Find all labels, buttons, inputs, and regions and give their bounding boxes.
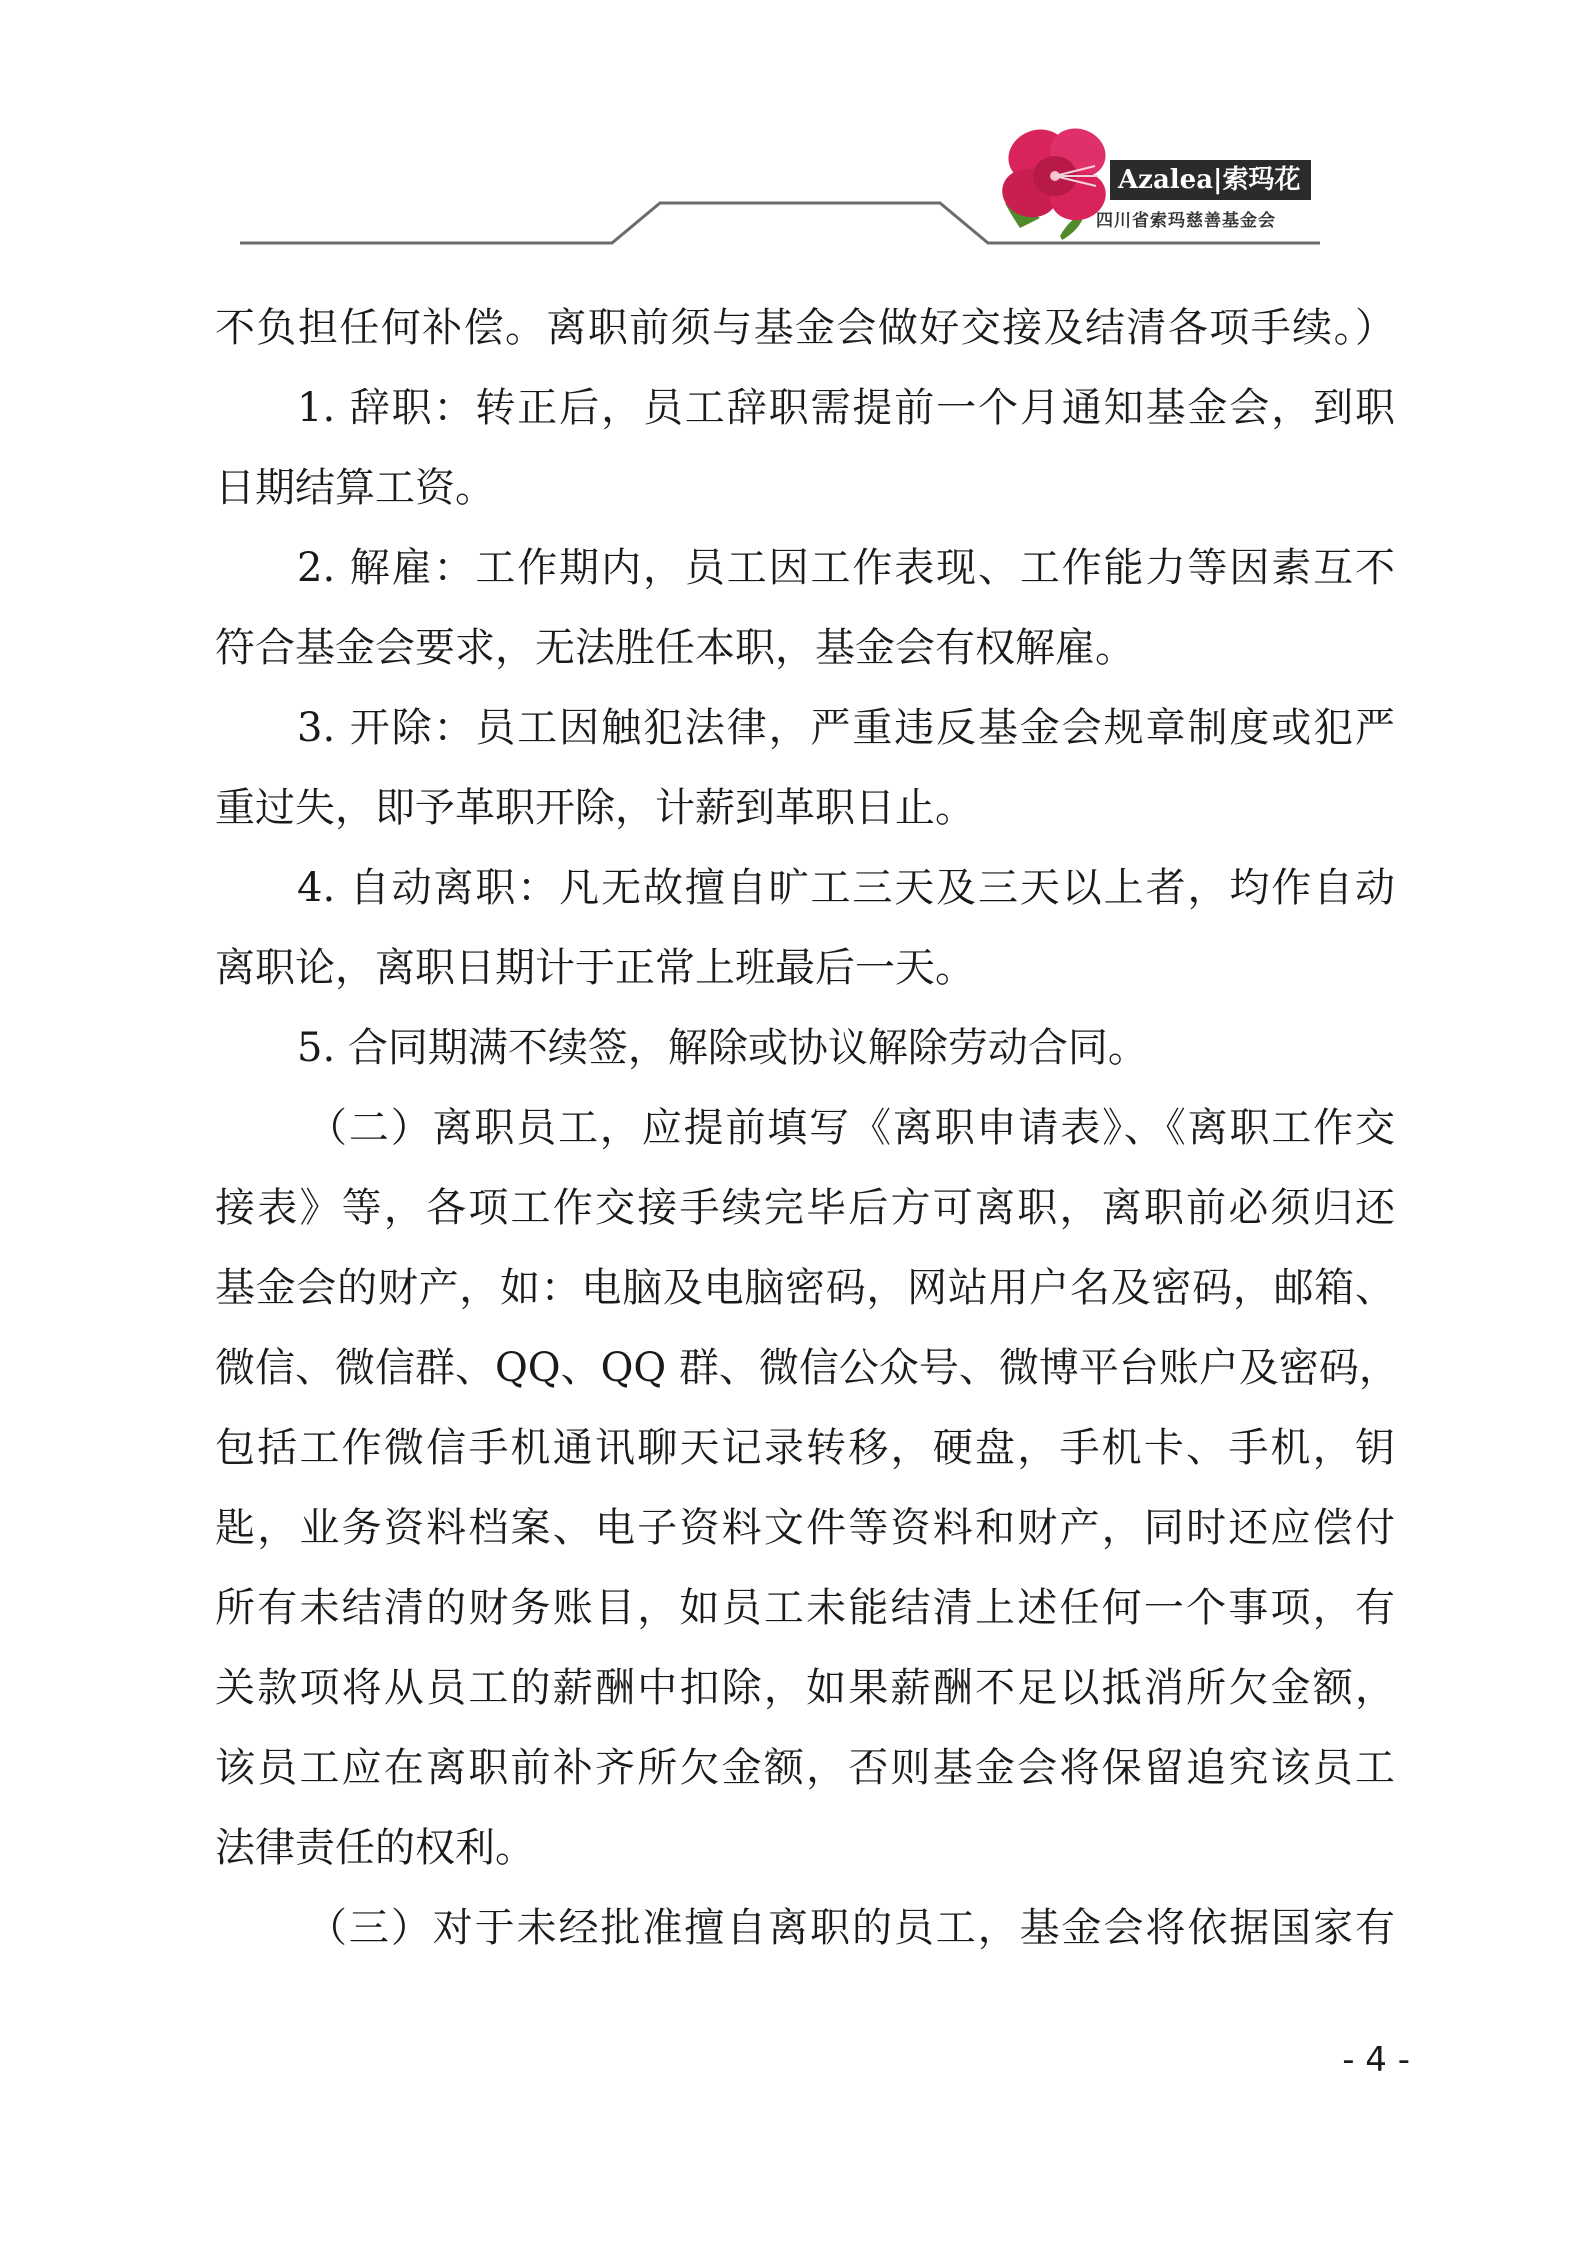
header-rule <box>0 0 1587 260</box>
text-line-19: 该员工应在离职前补齐所欠金额，否则基金会将保留追究该员工 <box>215 1745 1395 1791</box>
text-line-7: 重过失，即予革职开除，计薪到革职日止。 <box>215 785 975 831</box>
text-line-12: 接表》等，各项工作交接手续完毕后方可离职，离职前必须归还 <box>215 1185 1395 1231</box>
page-number: - 4 - <box>1342 2040 1410 2080</box>
text-line-5: 符合基金会要求，无法胜任本职，基金会有权解雇。 <box>215 625 1135 671</box>
text-line-18: 关款项将从员工的薪酬中扣除，如果薪酬不足以抵消所欠金额， <box>215 1665 1395 1711</box>
text-line-21: （三）对于未经批准擅自离职的员工，基金会将依据国家有 <box>307 1905 1395 1951</box>
text-line-11: （二）离职员工，应提前填写《离职申请表》、《离职工作交 <box>307 1105 1395 1151</box>
foundation-logo <box>1000 118 1330 243</box>
document-body <box>215 288 1399 1968</box>
text-line-13: 基金会的财产，如：电脑及电脑密码，网站用户名及密码，邮箱、 <box>215 1265 1395 1311</box>
text-line-10: 5. 合同期满不续签，解除或协议解除劳动合同。 <box>297 1025 1148 1071</box>
logo-brand-text: Azalea|索玛花 <box>1110 160 1311 200</box>
text-line-2: 1. 辞职：转正后，员工辞职需提前一个月通知基金会，到职 <box>297 385 1395 431</box>
text-line-8: 4. 自动离职：凡无故擅自旷工三天及三天以上者，均作自动 <box>297 865 1395 911</box>
text-line-4: 2. 解雇：工作期内，员工因工作表现、工作能力等因素互不 <box>297 545 1395 591</box>
text-line-20: 法律责任的权利。 <box>215 1825 535 1871</box>
text-line-17: 所有未结清的财务账目，如员工未能结清上述任何一个事项，有 <box>215 1585 1395 1631</box>
text-line-15: 包括工作微信手机通讯聊天记录转移，硬盘，手机卡、手机，钥 <box>215 1425 1395 1471</box>
text-line-16: 匙，业务资料档案、电子资料文件等资料和财产，同时还应偿付 <box>215 1505 1395 1551</box>
logo-subtitle: 四川省索玛慈善基金会 <box>1096 211 1276 231</box>
text-line-3: 日期结算工资。 <box>215 465 495 511</box>
text-line-14: 微信、微信群、QQ、QQ 群、微信公众号、微博平台账户及密码， <box>215 1345 1399 1391</box>
text-line-6: 3. 开除：员工因触犯法律，严重违反基金会规章制度或犯严 <box>297 705 1395 751</box>
text-line-9: 离职论，离职日期计于正常上班最后一天。 <box>215 945 975 991</box>
text-line-1: 不负担任何补偿。离职前须与基金会做好交接及结清各项手续。） <box>215 305 1395 351</box>
